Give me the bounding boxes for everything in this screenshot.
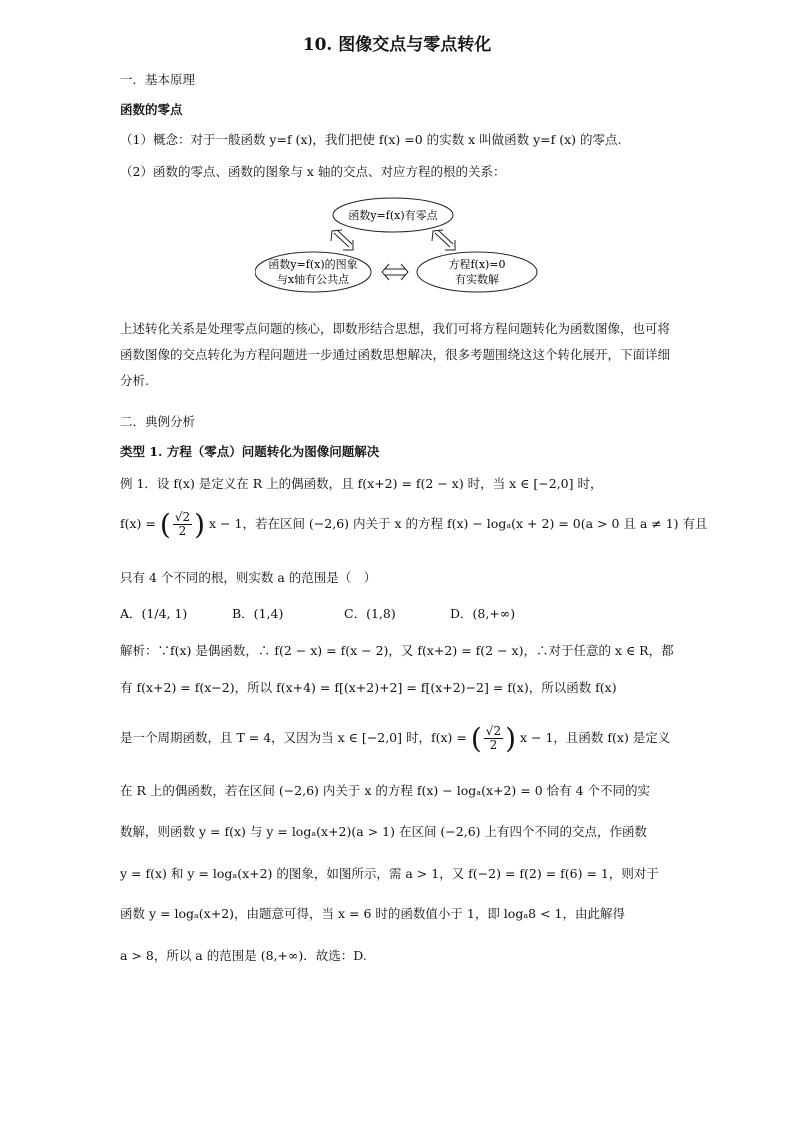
type-heading: 类型 1. 方程（零点）问题转化为图像问题解决 xyxy=(120,444,380,459)
section-heading-basic-principles: 一．基本原理 xyxy=(120,72,196,87)
solution-line-4: 在 R 上的偶函数，若在区间 (−2,6) 内关于 x 的方程 f(x) − logₐ(x+2) = 0 恰有 4 个不同的实 xyxy=(120,783,651,798)
left-paren-icon-2: ( xyxy=(470,722,482,755)
solution-line-7: 函数 y = logₐ(x+2)，由题意可得，当 x = 6 时的函数值小于 1，即 logₐ8 < 1，由此解得 xyxy=(120,906,625,921)
solution-line-3 xyxy=(120,722,670,755)
solution-line-2: 有 f(x+2) = f(x−2)，所以 f(x+4) = f[(x+2)+2] = f[(x+2)−2] = f(x)，所以函数 f(x) xyxy=(120,680,617,695)
right-ellipse-label-1: 方程f(x)=0 xyxy=(448,258,506,271)
left-ellipse-label-1: 函数y=f(x)的图象 xyxy=(268,258,358,271)
relationship-diagram xyxy=(255,196,550,298)
top-ellipse-label: 函数y=f(x)有零点 xyxy=(348,209,438,222)
example-1-line-3: 只有 4 个不同的根，则实数 a 的范围是（ ） xyxy=(120,570,377,585)
fraction xyxy=(173,511,192,538)
left-ellipse-label-2: 与x轴有公共点 xyxy=(276,273,350,286)
option-d: D．(8,+∞) xyxy=(450,606,516,621)
solution-line-5: 数解，则函数 y = f(x) 与 y = logₐ(x+2)(a > 1) 在区间 (−2,6) 上有四个不同的交点，作函数 xyxy=(120,824,647,839)
double-arrow-icon-left xyxy=(331,230,353,250)
right-paren-icon-2: ) xyxy=(505,722,517,755)
fraction-2-denominator: 2 xyxy=(489,738,498,752)
fraction-denominator: 2 xyxy=(178,524,187,538)
subheading-zero-point: 函数的零点 xyxy=(120,102,183,117)
option-b: B．(1,4) xyxy=(232,606,284,621)
solution-line-6: y = f(x) 和 y = logₐ(x+2) 的图象，如图所示，需 a > 1，又 f(−2) = f(2) = f(6) = 1，则对于 xyxy=(120,866,659,881)
example-1-line-1: 例 1．设 f(x) 是定义在 R 上的偶函数，且 f(x+2) = f(2 − x) 时，当 x ∈ [−2,0] 时， xyxy=(120,476,603,491)
double-arrow-icon-right xyxy=(432,230,455,250)
right-paren-icon: ) xyxy=(194,508,206,541)
option-a: A．(1/4, 1) xyxy=(120,606,188,621)
section-heading-examples: 二．典例分析 xyxy=(120,414,196,429)
right-ellipse-label-2: 有实数解 xyxy=(455,273,499,286)
solution-line-3-tail: x − 1，且函数 f(x) 是定义 xyxy=(520,730,671,745)
formula-tail: x − 1，若在区间 (−2,6) 内关于 x 的方程 f(x) − logₐ(x + 2) = 0(a > 0 且 a ≠ 1) 有且 xyxy=(209,516,708,531)
formula-lead: f(x) = xyxy=(120,516,156,531)
solution-line-8: a > 8，所以 a 的范围是 (8,+∞)．故选：D. xyxy=(120,948,367,963)
fraction-2 xyxy=(484,725,503,752)
fraction-numerator: √2 xyxy=(174,509,191,524)
solution-line-3-lead: 是一个周期函数，且 T = 4，又因为当 x ∈ [−2,0] 时，f(x) = xyxy=(120,730,467,745)
double-arrow-icon-horizontal xyxy=(382,264,408,280)
example-1-formula-line xyxy=(120,508,708,541)
concept-text: （1）概念：对于一般函数 y=f (x)，我们把使 f(x) =0 的实数 x 叫做函数 y=f (x) 的零点. xyxy=(120,132,622,147)
relation-text: （2）函数的零点、函数的图象与 x 轴的交点、对应方程的根的关系： xyxy=(120,164,506,179)
solution-line-1: 解析：∵f(x) 是偶函数，∴ f(2 − x) = f(x − 2)，又 f(x+2) = f(2 − x)，∴对于任意的 x ∈ R，都 xyxy=(120,643,674,658)
summary-paragraph: 上述转化关系是处理零点问题的核心，即数形结合思想，我们可将方程问题转化为函数图像，也可将函数图像的交点转化为方程问题进一步通过函数思想解决，很多考题围绕这这个转化展开，下面详细分析. xyxy=(120,321,671,388)
fraction-2-numerator: √2 xyxy=(485,723,502,738)
option-c: C．(1,8) xyxy=(344,606,396,621)
left-paren-icon: ( xyxy=(159,508,171,541)
page-title: 10. 图像交点与零点转化 xyxy=(302,35,492,55)
